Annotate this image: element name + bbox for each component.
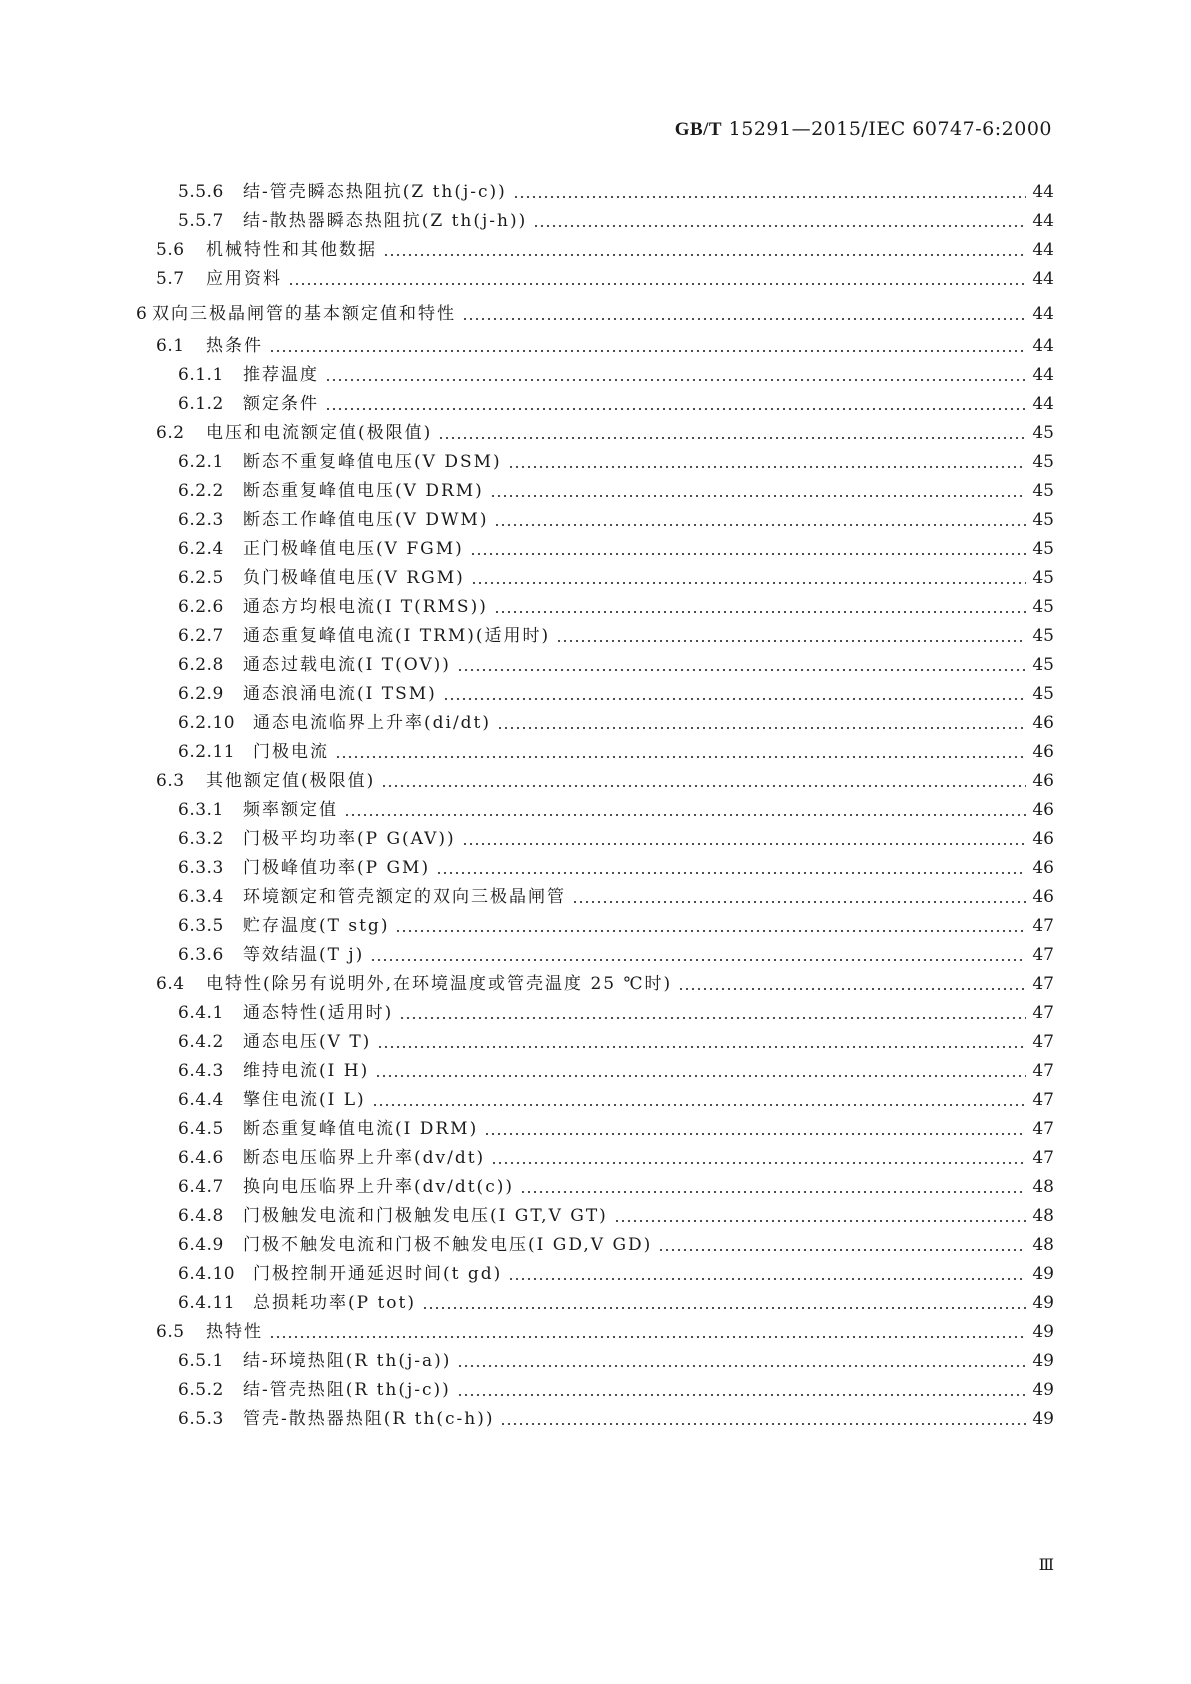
toc-entry-title: 通态浪涌电流(I TSM) (243, 679, 441, 704)
toc-entry-page: 47 (1030, 1148, 1054, 1168)
toc-entry[interactable] (0, 999, 1191, 1023)
toc-entry-page: 45 (1030, 684, 1054, 704)
toc-entry-number: 6.1 (156, 336, 185, 356)
toc-entry-page: 49 (1030, 1293, 1054, 1313)
toc-entry-title: 断态重复峰值电压(V DRM) (243, 476, 488, 501)
toc-entry-number: 6.2.2 (178, 481, 224, 501)
toc-entry-page: 47 (1030, 1061, 1054, 1081)
toc-entry-number: 6.2.7 (178, 626, 224, 646)
toc-entry-page: 47 (1030, 1032, 1054, 1052)
toc-entry-page: 44 (1030, 269, 1054, 289)
standard-prefix: GB/T (674, 119, 723, 140)
toc-entry[interactable] (0, 1173, 1191, 1197)
toc-entry[interactable] (0, 883, 1191, 907)
dot-leader (484, 1133, 1026, 1135)
toc-entry-title: 结-散热器瞬态热阻抗(Z th(j-h)) (243, 206, 531, 231)
dot-leader (513, 196, 1026, 198)
dot-leader (678, 988, 1026, 990)
toc-entry-title: 门极电流 (253, 737, 333, 762)
toc-entry-title: 门极峰值功率(P GM) (243, 853, 434, 878)
dot-leader (269, 350, 1026, 352)
toc-entry-number: 6.4.6 (178, 1148, 224, 1168)
toc-entry-page: 46 (1030, 800, 1054, 820)
toc-entry-title: 断态不重复峰值电压(V DSM) (243, 447, 506, 472)
toc-entry-title: 热特性 (206, 1317, 267, 1342)
toc-entry-number: 6.2.4 (178, 539, 224, 559)
toc-entry-number: 6 (136, 304, 148, 324)
toc-entry[interactable] (0, 941, 1191, 965)
toc-entry-title: 电压和电流额定值(极限值) (206, 418, 436, 443)
toc-entry[interactable] (0, 236, 1191, 260)
dot-leader (556, 640, 1026, 642)
toc-entry[interactable] (0, 448, 1191, 472)
toc-entry[interactable] (0, 622, 1191, 646)
dot-leader (533, 225, 1026, 227)
toc-entry-title: 管壳-散热器热阻(R th(c-h)) (243, 1404, 498, 1429)
toc-entry-number: 6.5.2 (178, 1380, 224, 1400)
dot-leader (288, 283, 1026, 285)
toc-entry-page: 47 (1030, 1003, 1054, 1023)
toc-entry-number: 5.5.6 (178, 182, 224, 202)
toc-entry-number: 6.2.10 (178, 713, 236, 733)
toc-entry[interactable] (0, 535, 1191, 559)
toc-entry-number: 6.4 (156, 974, 185, 994)
toc-entry[interactable] (0, 477, 1191, 501)
toc-entry-page: 48 (1030, 1235, 1054, 1255)
toc-entry-number: 6.4.10 (178, 1264, 236, 1284)
toc-entry-number: 5.7 (156, 269, 185, 289)
toc-entry-number: 6.4.2 (178, 1032, 224, 1052)
dot-leader (457, 1394, 1026, 1396)
toc-entry-number: 6.1.2 (178, 394, 224, 414)
toc-entry-number: 6.2.9 (178, 684, 224, 704)
toc-entry-number: 6.2.6 (178, 597, 224, 617)
dot-leader (372, 1104, 1026, 1106)
toc-entry[interactable] (0, 767, 1191, 791)
toc-entry-page: 49 (1030, 1264, 1054, 1284)
toc-entry-number: 6.3.2 (178, 829, 224, 849)
dot-leader (457, 669, 1026, 671)
toc-entry[interactable] (0, 419, 1191, 443)
toc-entry-page: 47 (1030, 916, 1054, 936)
toc-entry[interactable] (0, 1405, 1191, 1429)
dot-leader (572, 901, 1026, 903)
toc-entry-number: 6.3 (156, 771, 185, 791)
toc-entry-number: 6.2.3 (178, 510, 224, 530)
toc-entry-title: 结-管壳瞬态热阻抗(Z th(j-c)) (243, 177, 511, 202)
toc-entry[interactable] (0, 854, 1191, 878)
toc-entry-title: 断态工作峰值电压(V DWM) (243, 505, 492, 530)
toc-entry[interactable] (0, 361, 1191, 385)
dot-leader (470, 553, 1026, 555)
dot-leader (438, 437, 1026, 439)
toc-entry-page: 46 (1030, 887, 1054, 907)
toc-entry-number: 6.2 (156, 423, 185, 443)
toc-entry-page: 45 (1030, 510, 1054, 530)
toc-entry-title: 擎住电流(I L) (243, 1085, 370, 1110)
toc-entry-page: 49 (1030, 1380, 1054, 1400)
toc-entry-page: 44 (1030, 240, 1054, 260)
toc-entry-page: 44 (1030, 365, 1054, 385)
toc-entry-number: 6.4.9 (178, 1235, 224, 1255)
toc-entry[interactable] (0, 709, 1191, 733)
toc-entry[interactable] (0, 912, 1191, 936)
toc-entry[interactable] (0, 1028, 1191, 1052)
toc-entry[interactable] (0, 1144, 1191, 1168)
toc-entry-page: 45 (1030, 655, 1054, 675)
toc-entry-number: 6.4.8 (178, 1206, 224, 1226)
toc-entry-number: 6.5.3 (178, 1409, 224, 1429)
toc-entry-page: 44 (1030, 211, 1054, 231)
toc-entry[interactable] (0, 300, 1191, 324)
toc-entry[interactable] (0, 593, 1191, 617)
toc-entry-page: 44 (1030, 336, 1054, 356)
toc-entry-number: 6.2.8 (178, 655, 224, 675)
dot-leader (462, 318, 1026, 320)
toc-entry-page: 49 (1030, 1409, 1054, 1429)
toc-entry[interactable] (0, 970, 1191, 994)
toc-entry-number: 6.3.6 (178, 945, 224, 965)
dot-leader (422, 1307, 1026, 1309)
dot-leader (520, 1191, 1026, 1193)
toc-entry-page: 48 (1030, 1206, 1054, 1226)
toc-entry[interactable] (0, 1057, 1191, 1081)
toc-entry-page: 45 (1030, 481, 1054, 501)
dot-leader (377, 1046, 1026, 1048)
toc-entry[interactable] (0, 738, 1191, 762)
toc-entry-page: 49 (1030, 1322, 1054, 1342)
toc-entry-page: 46 (1030, 829, 1054, 849)
toc-entry[interactable] (0, 332, 1191, 356)
toc-entry-title: 正门极峰值电压(V FGM) (243, 534, 468, 559)
toc-entry-number: 5.5.7 (178, 211, 224, 231)
toc-entry[interactable] (0, 1347, 1191, 1371)
toc-entry-page: 47 (1030, 1119, 1054, 1139)
toc-entry-title: 频率额定值 (243, 795, 342, 820)
dot-leader (491, 1162, 1026, 1164)
dot-leader (443, 698, 1026, 700)
toc-entry-title: 总损耗功率(P tot) (253, 1288, 420, 1313)
dot-leader (490, 495, 1026, 497)
toc-entry-page: 47 (1030, 974, 1054, 994)
toc-entry[interactable] (0, 506, 1191, 530)
toc-entry-page: 44 (1030, 394, 1054, 414)
toc-entry[interactable] (0, 1260, 1191, 1284)
toc-entry-title: 门极触发电流和门极触发电压(I GT,V GT) (243, 1201, 612, 1226)
toc-entry-title: 贮存温度(T stg) (243, 911, 393, 936)
toc-entry[interactable] (0, 178, 1191, 202)
toc-entry-title: 负门极峰值电压(V RGM) (243, 563, 469, 588)
dot-leader (658, 1249, 1026, 1251)
toc-entry-page: 46 (1030, 713, 1054, 733)
page-number-roman: Ⅲ (1038, 1555, 1054, 1574)
toc-entry-title: 门极平均功率(P G(AV)) (243, 824, 460, 849)
toc-entry-number: 6.3.1 (178, 800, 224, 820)
toc-entry-title: 环境额定和管壳额定的双向三极晶闸管 (243, 882, 570, 907)
toc-entry[interactable] (0, 564, 1191, 588)
toc-entry-number: 6.4.1 (178, 1003, 224, 1023)
toc-entry-number: 6.4.3 (178, 1061, 224, 1081)
dot-leader (383, 254, 1026, 256)
toc-entry-title: 通态过载电流(I T(OV)) (243, 650, 455, 675)
toc-entry-title: 其他额定值(极限值) (206, 766, 379, 791)
dot-leader (375, 1075, 1026, 1077)
toc-entry-page: 45 (1030, 568, 1054, 588)
dot-leader (381, 785, 1026, 787)
dot-leader (335, 756, 1026, 758)
toc-entry-title: 额定条件 (243, 389, 323, 414)
toc-entry-title: 机械特性和其他数据 (206, 235, 381, 260)
toc-entry-number: 6.4.4 (178, 1090, 224, 1110)
toc-entry-title: 换向电压临界上升率(dv/dt(c)) (243, 1172, 518, 1197)
dot-leader (462, 843, 1026, 845)
toc-entry-title: 门极不触发电流和门极不触发电压(I GD,V GD) (243, 1230, 656, 1255)
toc-entry-page: 46 (1030, 771, 1054, 791)
toc-entry-number: 6.4.5 (178, 1119, 224, 1139)
toc-entry-title: 电特性(除另有说明外,在环境温度或管壳温度 25 ℃时) (206, 969, 676, 994)
toc-entry-page: 44 (1030, 304, 1054, 324)
toc-entry-title: 热条件 (206, 331, 267, 356)
toc-entry-number: 5.6 (156, 240, 185, 260)
toc-entry-title: 维持电流(I H) (243, 1056, 373, 1081)
dot-leader (494, 611, 1026, 613)
dot-leader (325, 408, 1026, 410)
dot-leader (508, 1278, 1026, 1280)
toc-entry-title: 通态方均根电流(I T(RMS)) (243, 592, 492, 617)
dot-leader (269, 1336, 1026, 1338)
dot-leader (508, 466, 1026, 468)
toc-entry-number: 6.2.5 (178, 568, 224, 588)
toc-entry[interactable] (0, 1376, 1191, 1400)
toc-entry[interactable] (0, 1202, 1191, 1226)
toc-entry-number: 6.4.11 (178, 1293, 236, 1313)
dot-leader (436, 872, 1026, 874)
toc-entry-title: 门极控制开通延迟时间(t gd) (253, 1259, 506, 1284)
dot-leader (370, 959, 1026, 961)
toc-entry[interactable] (0, 1318, 1191, 1342)
toc-entry-title: 通态特性(适用时) (243, 998, 397, 1023)
toc-entry-title: 通态电压(V T) (243, 1027, 375, 1052)
standard-number: 15291—2015/IEC 60747-6:2000 (728, 118, 1052, 140)
toc-entry-number: 6.2.1 (178, 452, 224, 472)
toc-entry[interactable] (0, 390, 1191, 414)
dot-leader (395, 930, 1026, 932)
toc-entry-number: 6.2.11 (178, 742, 236, 762)
toc-entry-title: 应用资料 (206, 264, 286, 289)
dot-leader (494, 524, 1026, 526)
dot-leader (614, 1220, 1026, 1222)
dot-leader (500, 1423, 1026, 1425)
toc-entry[interactable] (0, 1115, 1191, 1139)
toc-entry[interactable] (0, 796, 1191, 820)
toc-entry-page: 44 (1030, 182, 1054, 202)
toc-entry-page: 46 (1030, 742, 1054, 762)
toc-entry-page: 47 (1030, 1090, 1054, 1110)
toc-entry-number: 6.3.4 (178, 887, 224, 907)
toc-entry-page: 46 (1030, 858, 1054, 878)
toc-entry-page: 47 (1030, 945, 1054, 965)
toc-entry-number: 6.3.5 (178, 916, 224, 936)
toc-entry[interactable] (0, 651, 1191, 675)
toc-entry-page: 45 (1030, 597, 1054, 617)
toc-entry-page: 45 (1030, 423, 1054, 443)
toc-entry-page: 45 (1030, 626, 1054, 646)
toc-entry[interactable] (0, 265, 1191, 289)
toc-entry-number: 6.1.1 (178, 365, 224, 385)
toc-entry-title: 双向三极晶闸管的基本额定值和特性 (152, 299, 460, 324)
toc-entry-number: 6.5 (156, 1322, 185, 1342)
toc-entry-title: 推荐温度 (243, 360, 323, 385)
toc-entry-title: 断态重复峰值电流(I DRM) (243, 1114, 482, 1139)
toc-entry-number: 6.5.1 (178, 1351, 224, 1371)
toc-entry-page: 45 (1030, 539, 1054, 559)
toc-entry[interactable] (0, 1231, 1191, 1255)
dot-leader (497, 727, 1026, 729)
toc-entry-page: 49 (1030, 1351, 1054, 1371)
dot-leader (457, 1365, 1026, 1367)
toc-entry[interactable] (0, 207, 1191, 231)
toc-entry-number: 6.3.3 (178, 858, 224, 878)
dot-leader (325, 379, 1026, 381)
dot-leader (344, 814, 1026, 816)
toc-entry-title: 等效结温(T j) (243, 940, 368, 965)
toc-entry[interactable] (0, 680, 1191, 704)
toc-entry-title: 结-环境热阻(R th(j-a)) (243, 1346, 455, 1371)
toc-entry-title: 结-管壳热阻(R th(j-c)) (243, 1375, 455, 1400)
dot-leader (399, 1017, 1026, 1019)
toc-entry[interactable] (0, 1086, 1191, 1110)
toc-entry[interactable] (0, 825, 1191, 849)
dot-leader (471, 582, 1026, 584)
toc-entry[interactable] (0, 1289, 1191, 1313)
document-code (0, 118, 1052, 141)
toc-entry-page: 48 (1030, 1177, 1054, 1197)
toc-entry-title: 通态电流临界上升率(di/dt) (253, 708, 495, 733)
toc-entry-title: 通态重复峰值电流(I TRM)(适用时) (243, 621, 554, 646)
toc-entry-title: 断态电压临界上升率(dv/dt) (243, 1143, 489, 1168)
toc-entry-page: 45 (1030, 452, 1054, 472)
toc-entry-number: 6.4.7 (178, 1177, 224, 1197)
